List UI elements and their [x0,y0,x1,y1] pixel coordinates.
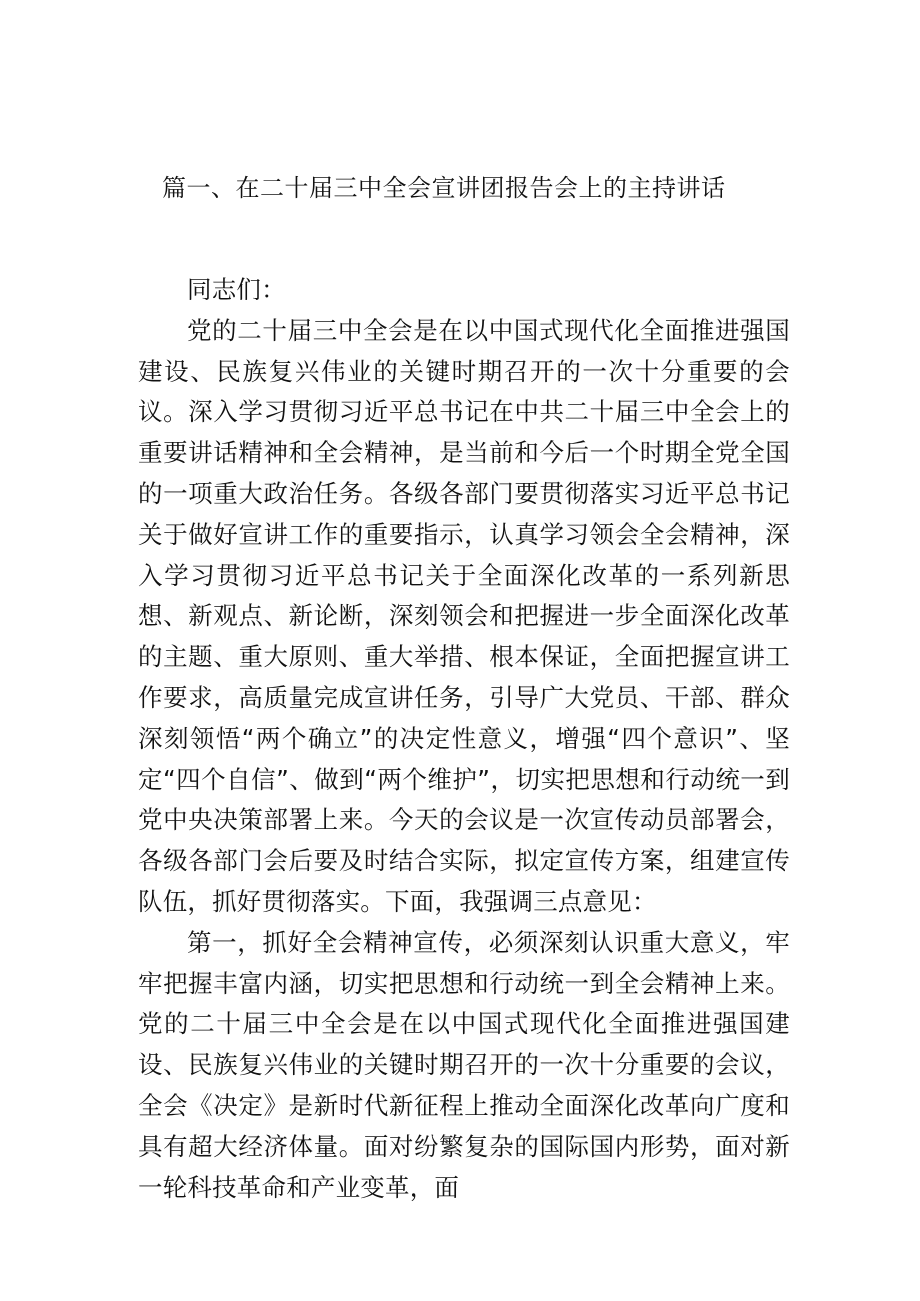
body-paragraph: 第一，抓好全会精神宣传，必须深刻认识重大意义，牢牢把握丰富内涵，切实把思想和行动统一到全会精神上来。党的二十届三中全会是在以中国式现代化全面推进强国建设、民族复兴伟业的关键时期召开的一次十分重要的会议，全会《决定》是新时代新征程上推动全面深化改革向广度和具有超大经济体量。面对纷繁复杂的国际国内形势，面对新一轮科技革命和产业变革，面 [138,927,790,1202]
document-title: 篇一、在二十届三中全会宣讲团报告会上的主持讲话 [162,174,726,202]
salutation-paragraph: 同志们： [187,275,286,304]
body-paragraph: 党的二十届三中全会是在以中国式现代化全面推进强国建设、民族复兴伟业的关键时期召开的一次十分重要的会议。深入学习贯彻习近平总书记在中共二十届三中全会上的重要讲话精神和全会精神，是当前和今后一个时期全党全国的一项重大政治任务。各级各部门要贯彻落实习近平总书记关于做好宣讲工作的重要指示，认真学习领会全会精神，深入学习贯彻习近平总书记关于全面深化改革的一系列新思想、新观点、新论断，深刻领会和把握进一步全面深化改革的主题、重大原则、重大举措、根本保证，全面把握宣讲工作要求，高质量完成宣讲任务，引导广大党员、干部、群众深刻领悟“两个确立”的决定性意义，增强“四个意识”、坚定“四个自信”、做到“两个维护”，切实把思想和行动统一到党中央决策部署上来。今天的会议是一次宣传动员部署会，各级各部门会后要及时结合实际，拟定宣传方案，组建宣传队伍，抓好贯彻落实。下面，我强调三点意见： [138,315,790,916]
document-body [138,270,790,1208]
